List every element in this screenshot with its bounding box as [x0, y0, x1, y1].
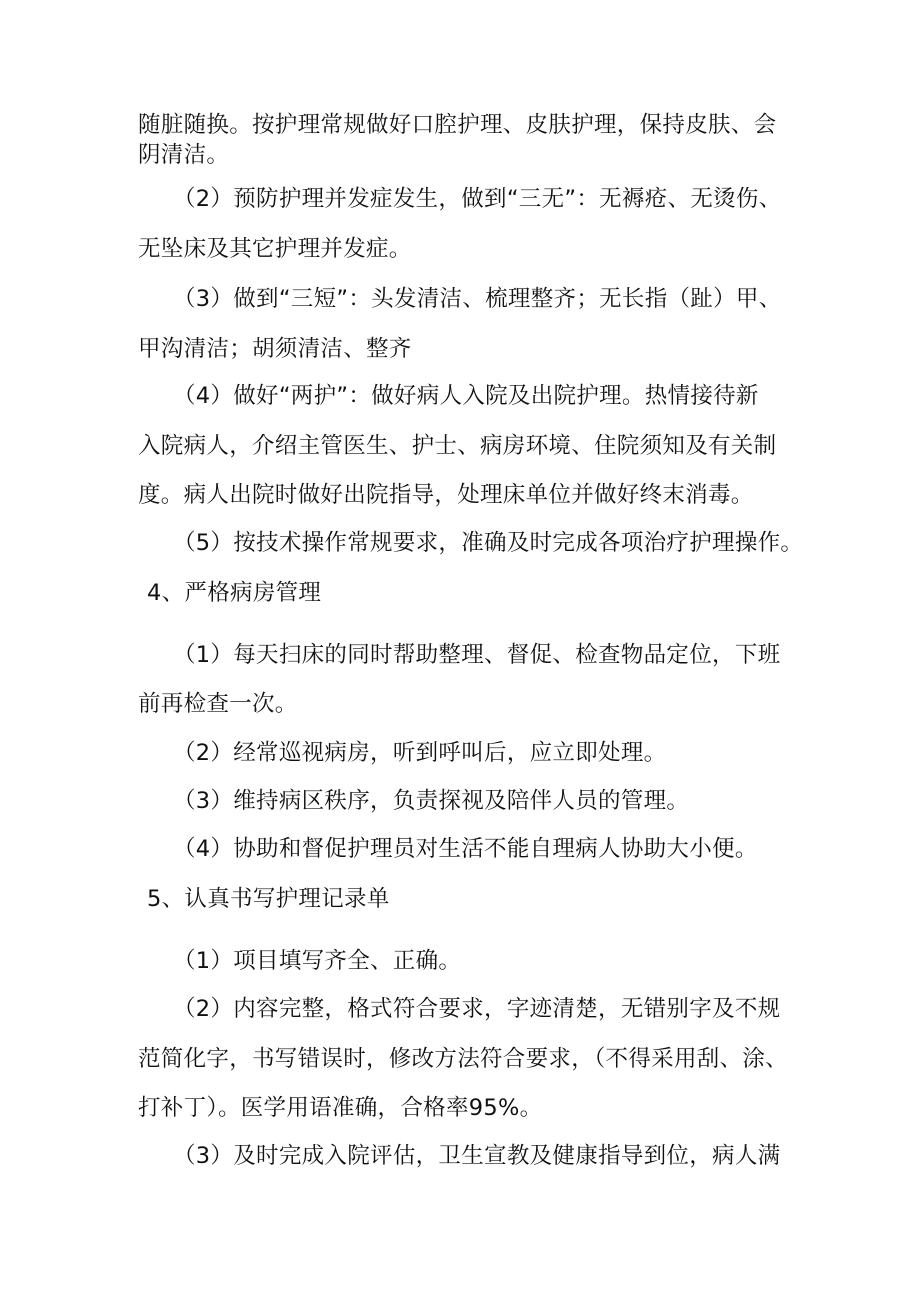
- text-line: 打补丁）。医学用语准确，合格率95%。: [138, 1095, 543, 1121]
- paragraph-line: （2）预防护理并发症发生，做到“三无”：无褥疮、无烫伤、: [173, 186, 782, 212]
- paragraph-line: （2）内容完整，格式符合要求，字迹清楚，无错别字及不规: [173, 996, 781, 1022]
- paragraph-line: （1）项目填写齐全、正确。: [173, 948, 462, 974]
- text-line: 无坠床及其它护理并发症。: [138, 236, 412, 262]
- text-line: 入院病人，介绍主管医生、护士、病房环境、住院须知及有关制: [138, 433, 777, 459]
- paragraph-line: （3）维持病区秩序，负责探视及陪伴人员的管理。: [173, 788, 690, 814]
- paragraph-line: （4）做好“两护”：做好病人入院及出院护理。热情接待新: [173, 383, 759, 409]
- text-line: 随脏随换。按护理常规做好口腔护理、皮肤护理，保持皮肤、会: [138, 112, 777, 138]
- text-line: 度。病人出院时做好出院指导，处理床单位并做好终末消毒。: [138, 482, 754, 508]
- text-line: 阴清洁。: [138, 142, 230, 168]
- paragraph-line: （5）按技术操作常规要求，准确及时完成各项治疗护理操作。: [173, 530, 804, 556]
- paragraph-line: （3）及时完成入院评估，卫生宣教及健康指导到位，病人满: [173, 1143, 781, 1169]
- paragraph-line: （1）每天扫床的同时帮助整理、督促、检查物品定位，下班: [173, 642, 781, 668]
- paragraph-line: （3）做到“三短”：头发清洁、梳理整齐；无长指（趾）甲、: [173, 286, 782, 312]
- paragraph-line: （4）协助和督促护理员对生活不能自理病人协助大小便。: [173, 836, 758, 862]
- section-heading: 4、严格病房管理: [147, 580, 322, 606]
- section-heading: 5、认真书写护理记录单: [147, 886, 390, 912]
- text-line: 甲沟清洁；胡须清洁、整齐: [138, 336, 412, 362]
- text-line: 前再检查一次。: [138, 691, 298, 717]
- paragraph-line: （2）经常巡视病房，听到呼叫后，应立即处理。: [173, 740, 667, 766]
- text-line: 范简化字，书写错误时，修改方法符合要求，（不得采用刮、涂、: [138, 1046, 788, 1072]
